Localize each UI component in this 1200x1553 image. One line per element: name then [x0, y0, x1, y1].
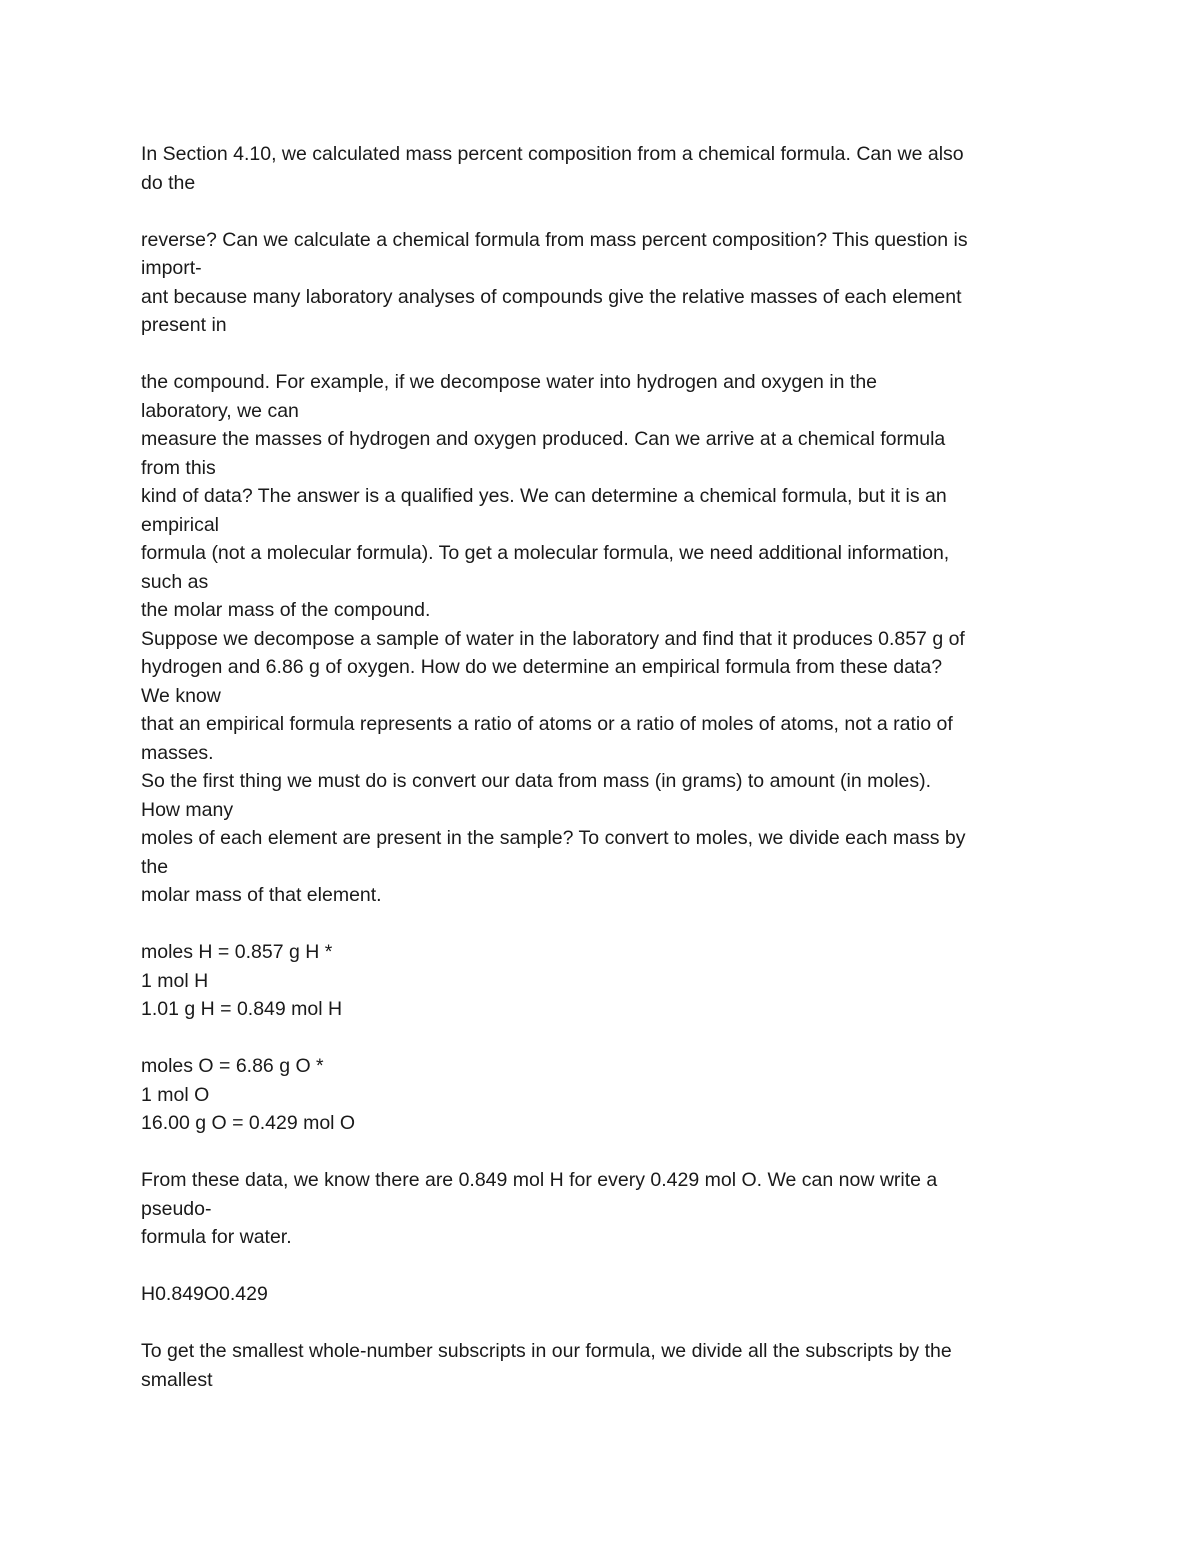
text-line: measure the masses of hydrogen and oxygen produced. Can we arrive at a chemical formula [141, 428, 946, 450]
text-line: import- [141, 257, 202, 279]
blank-line [141, 910, 1061, 939]
text-line: From these data, we know there are 0.849 mol H for every 0.429 mol O. We can now write a [141, 1169, 938, 1191]
text-line: smallest [141, 1368, 213, 1391]
blank-line [141, 340, 1061, 369]
blank-line [141, 197, 1061, 226]
text-line: the compound. For example, if we decompose water into hydrogen and oxygen in the [141, 371, 878, 393]
text-line: present in [141, 314, 227, 336]
text-line: In Section 4.10, we calculated mass percent composition from a chemical formula. Can we also [141, 143, 964, 165]
text-line: laboratory, we can [141, 399, 299, 422]
text-line: H0.849O0.429 [141, 1283, 268, 1305]
text-line: We know [141, 684, 221, 707]
text-line: Suppose we decompose a sample of water in the laboratory and find that it produces 0.857 g of [141, 627, 965, 650]
text-line: masses. [141, 741, 214, 764]
document-body [141, 140, 1061, 1394]
text-line: reverse? Can we calculate a chemical formula from mass percent composition? This question is [141, 228, 968, 251]
blank-line [141, 1138, 1061, 1167]
text-line: moles O = 6.86 g O * [141, 1055, 324, 1077]
text-line: empirical [141, 513, 220, 536]
text-line: To get the smallest whole-number subscripts in our formula, we divide all the subscripts by the [141, 1340, 952, 1362]
text-line: 1 mol O [141, 1083, 210, 1106]
blank-line [141, 1024, 1061, 1053]
text-line: the [141, 855, 169, 878]
text-line: 1 mol H [141, 969, 209, 992]
text-line: ant because many laboratory analyses of compounds give the relative masses of each element [141, 285, 962, 308]
text-line: kind of data? The answer is a qualified yes. We can determine a chemical formula, but it is an [141, 485, 947, 507]
text-line: from this [141, 456, 216, 479]
text-line: moles H = 0.857 g H * [141, 941, 333, 963]
text-line: 16.00 g O = 0.429 mol O [141, 1112, 356, 1134]
text-line: moles of each element are present in the sample? To convert to moles, we divide each mass by [141, 827, 966, 849]
text-line: the molar mass of the compound. [141, 599, 431, 621]
text-line: such as [141, 570, 209, 593]
text-line: formula for water. [141, 1226, 292, 1248]
text-line: do the [141, 171, 196, 194]
blank-line [141, 1309, 1061, 1338]
text-line: formula (not a molecular formula). To get a molecular formula, we need additional information, [141, 542, 950, 564]
blank-line [141, 1252, 1061, 1281]
text-line: So the first thing we must do is convert our data from mass (in grams) to amount (in moles). [141, 770, 932, 792]
text-line: that an empirical formula represents a ratio of atoms or a ratio of moles of atoms, not a ratio of [141, 713, 953, 735]
text-line: How many [141, 798, 234, 821]
text-line: molar mass of that element. [141, 884, 382, 906]
text-line: pseudo- [141, 1197, 212, 1220]
text-line: hydrogen and 6.86 g of oxygen. How do we determine an empirical formula from these data? [141, 656, 943, 678]
text-line: 1.01 g H = 0.849 mol H [141, 998, 343, 1020]
